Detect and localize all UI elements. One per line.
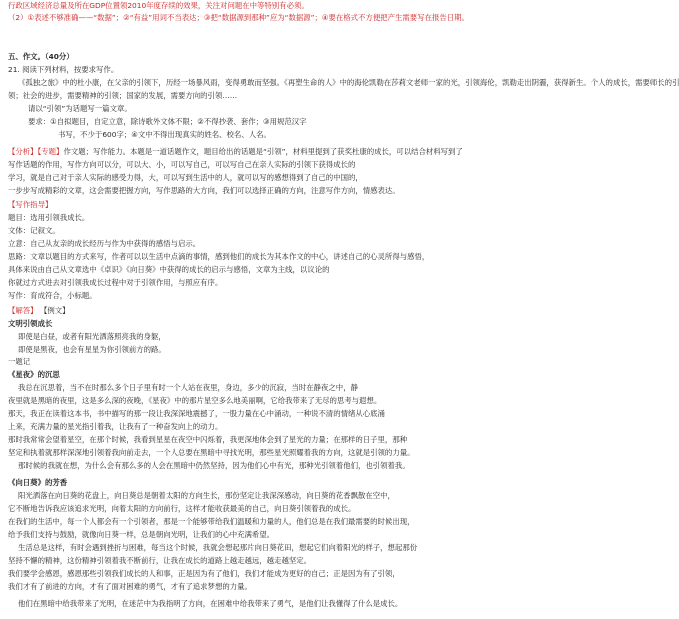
answer-tag: 【解答】 [8, 306, 38, 315]
analysis-line-3: 学习，就是自己对于亲人实际的感受力得，大，可以写到生活中的人，就可以写的感想得到了自己的中国的， [8, 173, 363, 182]
body2-line-4: 给予我们支持与鼓励，就像向日葵一样，总是朝向光明，让我们的心中充满希望。 [8, 530, 275, 539]
body2-line-1: 阳光洒落在向日葵的花盘上，向日葵总是朝着太阳的方向生长，那份坚定让我深深感动，向日葵的花香飘散在空中， [18, 491, 395, 500]
body2-line-8: 我们才有了前进的方向，才有了面对困难的勇气，才有了追求梦想的力量。 [8, 582, 252, 591]
example-tag: 【例文】 [39, 306, 70, 315]
essay-intro-2: 即使是黑夜，也会有星星为你引领前方的路。 [18, 345, 166, 354]
material-line-2: 领；社会的进步，需要精神的引领；国家的发展，需要方向的引领…… [8, 91, 238, 100]
body2-line-5: 生活总是这样，有时会遇到挫折与困难，每当这个时候，我就会想起那片向日葵花田，想起它们向着阳光的样子，想起那份 [18, 543, 418, 552]
body2-line-7: 我们要学会感恩，感恩那些引领我们成长的人和事，正是因为有了他们，我们才能成为更好的自己；正是因为有了引领， [8, 569, 400, 578]
essay-title: 文明引领成长 [8, 319, 53, 328]
essay-intro-1: 即使是白昼，或者有阳光洒落照亮我的身躯， [18, 332, 166, 341]
guide-writing: 写作：育成符合，小标题。 [8, 291, 97, 300]
guide-approach-1: 思路：文章以题目的方式来写，作者可以以生活中点滴的事情，感到他们的成长为其本作文的中心，讲述自己的心灵所得与感悟， [8, 252, 430, 261]
subheading-2: 《向日葵》的芳香 [8, 478, 68, 487]
body1-line-7: 那时候的我就在想，为什么会有那么多的人会在黑暗中仍然坚持，因为他们心中有光，那种光引领着他们，也引领着我。 [18, 461, 410, 470]
question-number: 21. [8, 65, 20, 74]
body2-line-6: 坚持不懈的精神，这份精神引领着我不断前行，让我在成长的道路上越走越远，越走越坚定。 [8, 556, 312, 565]
body2-line-2: 它不断地告诉我应该追求光明，向着太阳的方向前行，这样才能收获最美的自己，向日葵引领着我的成长。 [8, 504, 356, 513]
writing-prompt: 请以“引领”为话题写一篇文章。 [28, 104, 132, 113]
analysis-label: 【分析】 [8, 147, 38, 156]
question-intro: 阅读下列材料，按要求写作。 [22, 65, 119, 74]
section-title: 五、作文。（40分） [8, 52, 74, 61]
body2-line-9: 他们在黑暗中给我带来了光明，在迷茫中为我指明了方向，在困难中给我带来了勇气，是他们让我懂得了什么是成长。 [18, 599, 403, 608]
body1-line-4: 上来，充满力量的星光指引着我，让我有了一种奋发向上的动力。 [8, 422, 223, 431]
guide-approach-3: 你就过方式进去对引领我成长过程中对于引领作用，与照应有序。 [8, 278, 223, 287]
body1-line-6: 坚定和执着就那样深深地引领着我向前走去，一个人总要在黑暗中寻找光明，那些星光照耀着我的方向，这就是引领的力量。 [8, 448, 415, 457]
material-line-1: 《孤独之旅》中的杜小康，在父亲的引领下，历经一场暴风雨，变得勇敢而坚强。《再塑生命的人》中的海伦凯勒在莎莉文老师一家的光，引领海伦，凯勒走出阴霾，获得新生。个人的成长，需要师长的引 [18, 78, 679, 87]
guide-genre: 文体：记叙文。 [8, 226, 60, 235]
subheading-1: 《星夜》的沉思 [8, 370, 60, 379]
guide-title: 题目：选用引领我成长。 [8, 213, 90, 222]
analysis-tag: 【专题】 [37, 147, 64, 156]
body1-line-2: 夜里就是黑暗的夜里，这是多么深的夜晚，《星夜》中的那片星空多么地美丽啊，它给我带来了无尽的思考与遐想。 [8, 396, 382, 405]
guide-theme: 立意：自己从友亲的成长经历与作为中获得的感悟与启示。 [8, 239, 201, 248]
requirement-line-2: 书写，不少于600字；④文中不得出现真实的姓名、校名、人名。 [58, 130, 271, 139]
answer-header [8, 306, 437, 316]
body2-line-3: 在我们的生活中，每一个人都会有一个引领者，那是一个能够带给我们温暖和力量的人，他们总是在我们最需要的时候出现， [8, 517, 415, 526]
analysis-text-1: 作文题；写作能力。本题是一道话题作文，题目给出的话题是“引领”，材料里提到了获奖杜康的成长，可以结合材料写到了 [63, 147, 463, 156]
body1-line-3: 那天，我正在读着这本书，书中描写的那一段让我深深地震撼了，一股力量在心中涌动，一种说不清的情绪从心底涌 [8, 409, 385, 418]
guide-approach-2: 具体来说由自己从文章选中《卓识》《向日葵》中获得的成长的启示与感悟，文章为主线，以议论的 [8, 265, 330, 274]
requirement-line-1: 要求：①自拟题目，自定立意，除诗歌外文体不限；②不得抄袭、套作；③用规范汉字 [28, 117, 307, 126]
essay-section-label: 一题记 [8, 357, 31, 366]
question-line [8, 65, 437, 75]
analysis-line-1 [8, 147, 463, 157]
body1-line-5: 那时我常常会望着星空，在那个时候，我看到星星在夜空中闪烁着，我更深地体会到了星光的力量；在那样的日子里，那种 [8, 435, 408, 444]
analysis-line-2: 写作话题的作用，写作方向可以分，可以大、小，可以写自己，可以写自己在亲人实际的引领下获得成长的 [8, 160, 356, 169]
top-note-line-2: （2）①表述不够准确——“数据”；②“有益”用词不当表达；③把“数据源到那种”应为“数据源”；④要在格式不方便把产生需要写在报告日期。 [8, 13, 469, 22]
top-note-line-1: 行政区域经济总量及所在GDP位置领2010年度存续的效果，关注对问题在中等特别有必须。 [8, 1, 309, 10]
analysis-line-4: 一步步写成精彩的文章，这会需要把握方向，写作思路的大方向，我们可以选择正确的方向，注意写作方向，情感表达。 [8, 186, 400, 195]
writing-guide-tag: 【写作指导】 [8, 200, 53, 209]
body1-line-1: 我总在沉思着，当不在时那么多个日子里有时一个人站在夜里，身边，多少的沉寂，当时在静夜之中，静 [18, 383, 358, 392]
